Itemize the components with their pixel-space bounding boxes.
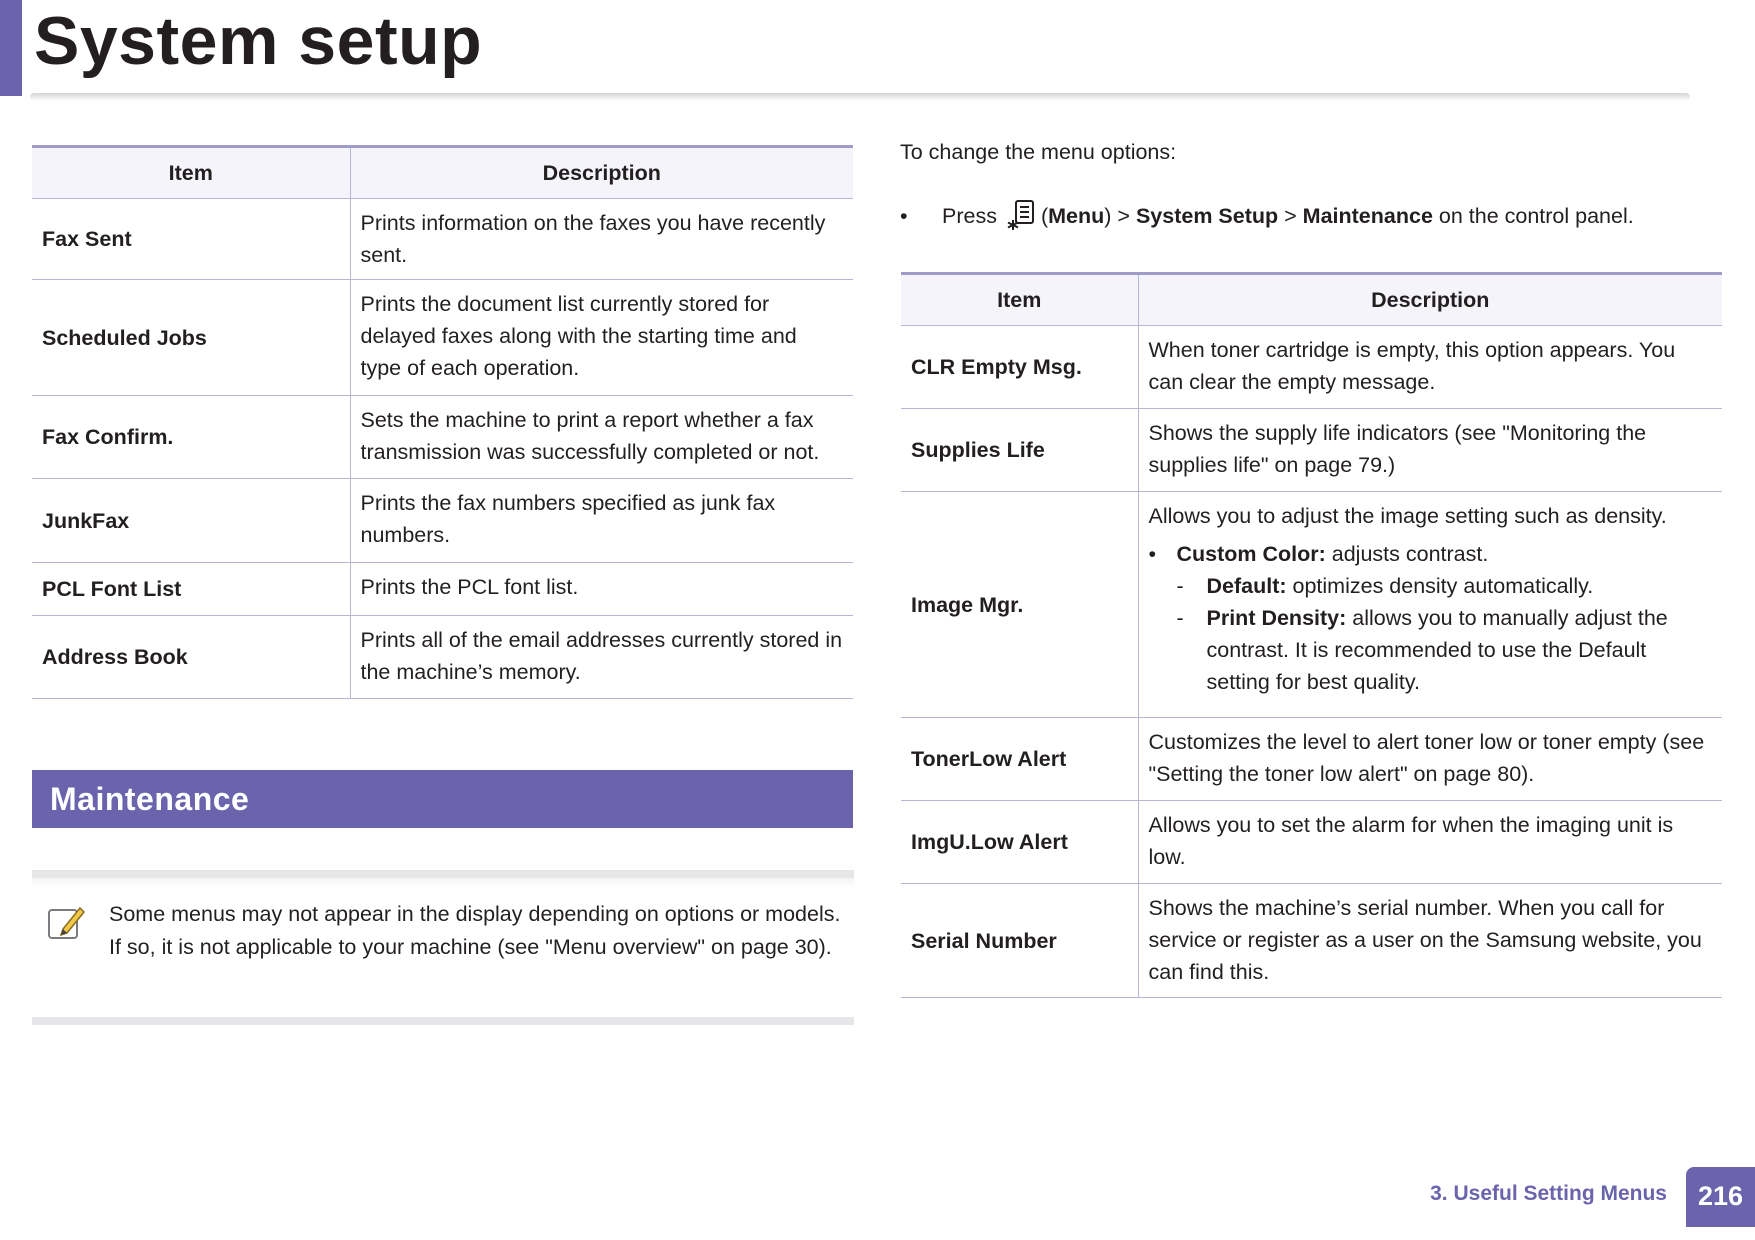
default-text: optimizes density automatically. bbox=[1286, 574, 1594, 598]
separator: > bbox=[1278, 204, 1303, 228]
row-description: Prints the PCL font list. bbox=[350, 563, 853, 616]
left-column bbox=[32, 145, 853, 699]
system-setup-label: System Setup bbox=[1135, 204, 1279, 228]
custom-color-label: Custom Color: bbox=[1176, 542, 1326, 566]
row-description: When toner cartridge is empty, this option appears. You can clear the empty message. bbox=[1138, 326, 1722, 409]
right-column bbox=[901, 272, 1722, 998]
row-description: Allows you to set the alarm for when the imaging unit is low. bbox=[1138, 801, 1722, 884]
dash-marker: - bbox=[1176, 574, 1184, 598]
fax-report-table bbox=[32, 145, 853, 699]
table-row bbox=[32, 479, 853, 563]
header-description: Description bbox=[350, 147, 853, 199]
table-row bbox=[901, 492, 1722, 718]
table-row bbox=[32, 280, 853, 396]
table-row bbox=[901, 718, 1722, 801]
list-item bbox=[1149, 538, 1713, 698]
row-item: Supplies Life bbox=[901, 409, 1138, 492]
instructions-step bbox=[900, 198, 1634, 232]
row-item: Scheduled Jobs bbox=[32, 280, 350, 396]
table-row bbox=[901, 884, 1722, 998]
menu-paren-open: ( bbox=[1040, 204, 1049, 228]
section-heading-maintenance: Maintenance bbox=[32, 770, 853, 828]
list-item bbox=[1177, 570, 1713, 602]
image-mgr-options bbox=[1149, 538, 1713, 698]
title-divider bbox=[30, 93, 1690, 101]
page-number: 216 bbox=[1686, 1167, 1755, 1227]
header-item: Item bbox=[32, 147, 350, 199]
row-item: CLR Empty Msg. bbox=[901, 326, 1138, 409]
row-item: Address Book bbox=[32, 616, 350, 699]
print-density-text: allows you to manually adjust the contrast. It is recommended to use the Default setting for best quality. bbox=[1206, 606, 1674, 694]
dash-marker: - bbox=[1176, 606, 1184, 630]
maintenance-table bbox=[901, 272, 1722, 998]
menu-label: Menu bbox=[1048, 204, 1105, 228]
row-item: Fax Sent bbox=[32, 199, 350, 280]
page-title: System setup bbox=[34, 3, 483, 79]
separator: > bbox=[1111, 204, 1136, 228]
row-description: Prints all of the email addresses currently stored in the machine’s memory. bbox=[350, 616, 853, 699]
print-density-label: Print Density: bbox=[1206, 606, 1347, 630]
table-row bbox=[901, 326, 1722, 409]
header-description: Description bbox=[1138, 274, 1722, 326]
custom-color-text: adjusts contrast. bbox=[1325, 542, 1489, 566]
menu-icon bbox=[1007, 198, 1037, 232]
table-row bbox=[32, 396, 853, 479]
table-row bbox=[32, 616, 853, 699]
row-item: ImgU.Low Alert bbox=[901, 801, 1138, 884]
row-item: PCL Font List bbox=[32, 563, 350, 616]
note-text: Some menus may not appear in the display depending on options or models. If so, it is not applicable to your machine (see "Menu overview" on page 30). bbox=[109, 902, 841, 959]
table-row bbox=[901, 801, 1722, 884]
row-description: Prints the document list currently stored for delayed faxes along with the starting time and type of each operation. bbox=[350, 280, 853, 396]
table-row bbox=[32, 563, 853, 616]
row-item: Serial Number bbox=[901, 884, 1138, 998]
header-item: Item bbox=[901, 274, 1138, 326]
maintenance-label: Maintenance bbox=[1302, 204, 1433, 228]
press-text: Press bbox=[942, 204, 997, 228]
row-item: TonerLow Alert bbox=[901, 718, 1138, 801]
row-item: JunkFax bbox=[32, 479, 350, 563]
table-header-row bbox=[901, 274, 1722, 326]
title-accent-bar bbox=[0, 0, 22, 96]
row-item: Image Mgr. bbox=[901, 492, 1138, 718]
table-row bbox=[32, 199, 853, 280]
row-description: Customizes the level to alert toner low or toner empty (see "Setting the toner low alert" on page 80). bbox=[1138, 718, 1722, 801]
chapter-label: 3. Useful Setting Menus bbox=[1430, 1182, 1667, 1205]
custom-color-suboptions bbox=[1177, 570, 1713, 698]
row-description: Shows the machine’s serial number. When you call for service or register as a user on the Samsung website, you can find this. bbox=[1138, 884, 1722, 998]
instructions-intro: To change the menu options: bbox=[900, 140, 1177, 164]
bullet-marker: • bbox=[1148, 542, 1157, 566]
image-mgr-intro: Allows you to adjust the image setting such as density. bbox=[1148, 504, 1667, 528]
table-header-row bbox=[32, 147, 853, 199]
list-item bbox=[1177, 602, 1713, 698]
row-item: Fax Confirm. bbox=[32, 396, 350, 479]
row-description: Prints information on the faxes you have recently sent. bbox=[350, 199, 853, 280]
note-pencil-icon bbox=[46, 902, 86, 942]
row-description: Sets the machine to print a report whether a fax transmission was successfully completed or not. bbox=[350, 396, 853, 479]
row-description bbox=[1138, 492, 1722, 718]
instructions-suffix: on the control panel. bbox=[1432, 204, 1634, 228]
row-description: Shows the supply life indicators (see "Monitoring the supplies life" on page 79.) bbox=[1138, 409, 1722, 492]
bullet-marker: • bbox=[900, 204, 908, 228]
row-description: Prints the fax numbers specified as junk fax numbers. bbox=[350, 479, 853, 563]
menu-paren-close: ) bbox=[1104, 204, 1112, 228]
default-label: Default: bbox=[1206, 574, 1287, 598]
table-row bbox=[901, 409, 1722, 492]
note-box bbox=[32, 870, 854, 1025]
